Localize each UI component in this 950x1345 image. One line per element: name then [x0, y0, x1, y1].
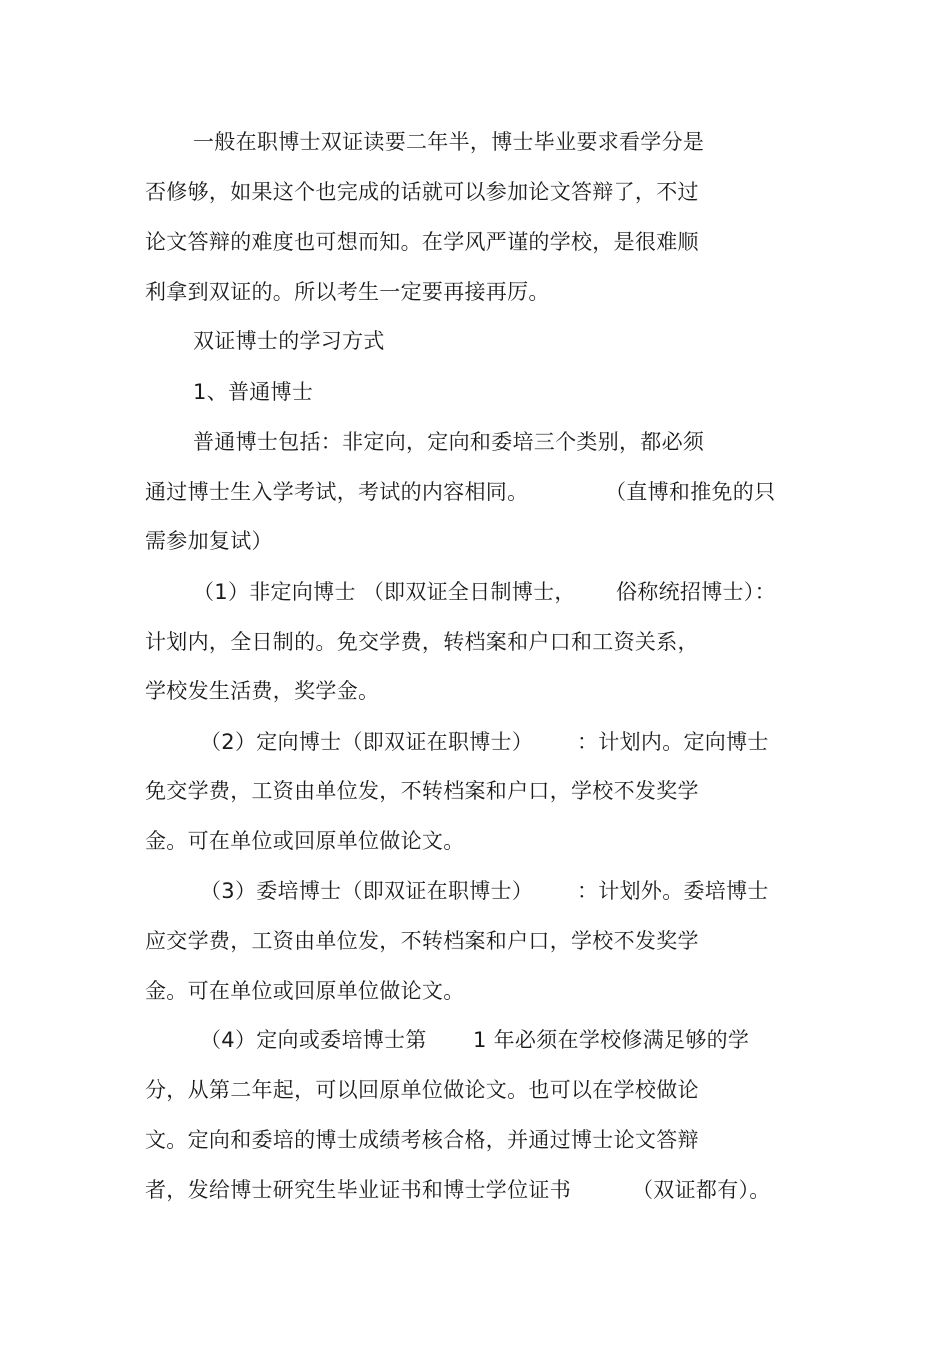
text-line: 论文答辩的难度也可想而知。在学风严谨的学校，是很难顺	[145, 230, 699, 254]
text-line: 金。可在单位或回原单位做论文。	[145, 979, 465, 1003]
text-line: （直博和推免的只	[605, 480, 776, 504]
text-line: ：计划内。定向博士	[577, 730, 769, 754]
text-line: 计划内，全日制的。免交学费，转档案和户口和工资关系，	[145, 630, 699, 654]
text-line: 金。可在单位或回原单位做论文。	[145, 829, 465, 853]
text-line: 文。定向和委培的博士成绩考核合格，并通过博士论文答辩	[145, 1128, 699, 1152]
text-line: 需参加复试）	[145, 529, 273, 553]
text-line: 免交学费，工资由单位发，不转档案和户口，学校不发奖学	[145, 779, 699, 803]
text-line: 俗称统招博士）：	[616, 580, 776, 604]
text-line: 否修够，如果这个也完成的话就可以参加论文答辩了，不过	[145, 180, 699, 204]
text-line: ：计划外。委培博士	[577, 879, 769, 903]
text-line: （4）定向或委培博士第	[200, 1028, 427, 1052]
section-heading: 双证博士的学习方式	[193, 329, 385, 353]
text-line: 者，发给博士研究生毕业证书和博士学位证书	[145, 1178, 571, 1202]
text-line: （2）定向博士（即双证在职博士）	[200, 730, 534, 754]
text-line: 分，从第二年起，可以回原单位做论文。也可以在学校做论	[145, 1078, 699, 1102]
text-line: （1）非定向博士 （即双证全日制博士，	[193, 580, 576, 604]
text-line: 利拿到双证的。所以考生一定要再接再厉。	[145, 280, 550, 304]
text-line: 学校发生活费，奖学金。	[145, 679, 380, 703]
text-line: （3）委培博士（即双证在职博士）	[200, 879, 534, 903]
text-line: 一般在职博士双证读要二年半，博士毕业要求看学分是	[193, 130, 705, 154]
text-line: 应交学费，工资由单位发，不转档案和户口，学校不发奖学	[145, 929, 699, 953]
text-line: 普通博士包括：非定向，定向和委培三个类别，都必须	[193, 430, 705, 454]
subsection-heading: 1、普通博士	[193, 380, 314, 404]
text-line: （双证都有）。	[632, 1178, 771, 1202]
text-line: 1 年必须在学校修满足够的学	[473, 1028, 750, 1052]
text-line: 通过博士生入学考试，考试的内容相同。	[145, 480, 529, 504]
